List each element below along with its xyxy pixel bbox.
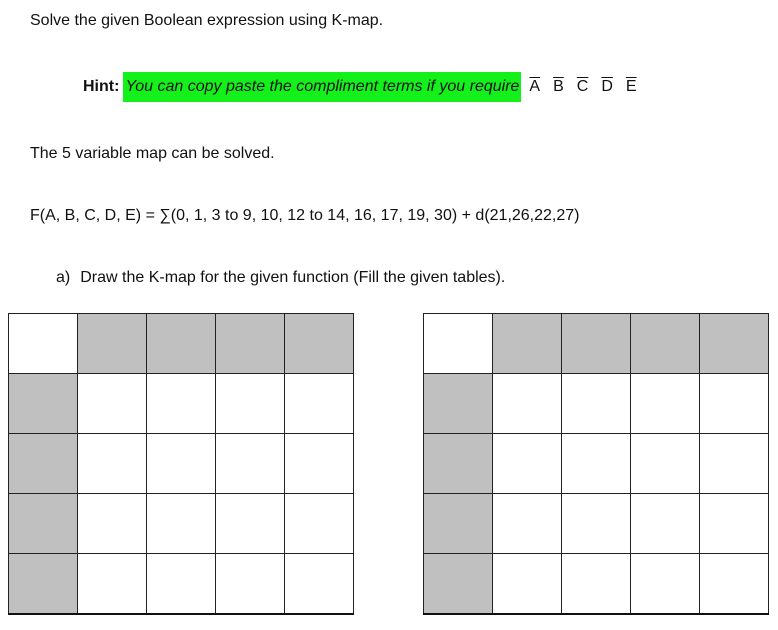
kmap-corner-cell[interactable] bbox=[9, 314, 78, 374]
kmap-row-header[interactable] bbox=[9, 494, 78, 554]
kmap-cell[interactable] bbox=[285, 374, 354, 434]
kmap-cell[interactable] bbox=[216, 374, 285, 434]
kmap-row-header[interactable] bbox=[9, 434, 78, 494]
map-note: The 5 variable map can be solved. bbox=[30, 145, 275, 162]
kmap-row-header[interactable] bbox=[424, 434, 493, 494]
kmap-cell[interactable] bbox=[562, 494, 631, 554]
complement-a[interactable]: $\overline{A}$ bbox=[529, 78, 541, 95]
kmap-column-header[interactable] bbox=[78, 314, 147, 374]
question-text: Solve the given Boolean expression using K-map. bbox=[30, 12, 384, 29]
kmap-column-header[interactable] bbox=[216, 314, 285, 374]
kmap-cell[interactable] bbox=[562, 374, 631, 434]
kmap-cell[interactable] bbox=[631, 374, 700, 434]
kmap-row-header[interactable] bbox=[424, 494, 493, 554]
part-a-label: a) bbox=[56, 269, 71, 286]
kmap-cell[interactable] bbox=[631, 494, 700, 554]
kmap-corner-cell[interactable] bbox=[424, 314, 493, 374]
kmap-column-header[interactable] bbox=[285, 314, 354, 374]
kmap-cell[interactable] bbox=[285, 554, 354, 615]
kmap-cell[interactable] bbox=[147, 374, 216, 434]
kmap-cell[interactable] bbox=[493, 434, 562, 494]
hint-text: You can copy paste the compliment terms if you require bbox=[123, 72, 521, 102]
kmap-table-right bbox=[423, 313, 769, 615]
kmap-column-header[interactable] bbox=[147, 314, 216, 374]
complement-terms bbox=[529, 77, 649, 97]
kmap-cell[interactable] bbox=[147, 494, 216, 554]
kmap-cell[interactable] bbox=[562, 434, 631, 494]
kmap-cell[interactable] bbox=[700, 494, 769, 554]
kmap-cell[interactable] bbox=[78, 434, 147, 494]
complement-e[interactable]: $\overline{E}$ bbox=[625, 78, 637, 95]
kmap-cell[interactable] bbox=[493, 374, 562, 434]
kmap-cell[interactable] bbox=[216, 434, 285, 494]
kmap-cell[interactable] bbox=[700, 374, 769, 434]
kmap-cell[interactable] bbox=[78, 494, 147, 554]
kmap-cell[interactable] bbox=[216, 554, 285, 615]
kmap-column-header[interactable] bbox=[631, 314, 700, 374]
kmap-cell[interactable] bbox=[700, 434, 769, 494]
kmap-row-header[interactable] bbox=[9, 554, 78, 615]
kmap-cell[interactable] bbox=[562, 554, 631, 615]
kmap-cell[interactable] bbox=[147, 554, 216, 615]
kmap-cell[interactable] bbox=[631, 554, 700, 615]
kmap-cell[interactable] bbox=[700, 554, 769, 615]
hint-label: Hint: bbox=[83, 78, 120, 95]
kmap-cell[interactable] bbox=[147, 434, 216, 494]
part-a-text: Draw the K-map for the given function (Fill the given tables). bbox=[80, 269, 506, 286]
kmap-cell[interactable] bbox=[78, 554, 147, 615]
hint-row bbox=[83, 71, 650, 103]
kmap-row-header[interactable] bbox=[424, 374, 493, 434]
kmap-column-header[interactable] bbox=[562, 314, 631, 374]
kmap-cell[interactable] bbox=[216, 494, 285, 554]
complement-d[interactable]: $\overline{D}$ bbox=[601, 78, 613, 95]
kmap-row-header[interactable] bbox=[424, 554, 493, 615]
kmap-table-left bbox=[8, 313, 354, 615]
kmap-row-header[interactable] bbox=[9, 374, 78, 434]
kmap-cell[interactable] bbox=[285, 434, 354, 494]
part-a-instruction bbox=[56, 268, 505, 288]
kmap-cell[interactable] bbox=[493, 554, 562, 615]
kmap-column-header[interactable] bbox=[700, 314, 769, 374]
kmap-cell[interactable] bbox=[493, 494, 562, 554]
complement-c[interactable]: $\overline{C}$ bbox=[576, 78, 589, 95]
complement-b[interactable]: $\overline{B}$ bbox=[553, 78, 564, 95]
function-expression: F(A, B, C, D, E) = ∑(0, 1, 3 to 9, 10, 12 to 14, 16, 17, 19, 30) + d(21,26,22,27) bbox=[30, 207, 580, 224]
kmap-cell[interactable] bbox=[78, 374, 147, 434]
kmap-column-header[interactable] bbox=[493, 314, 562, 374]
kmap-cell[interactable] bbox=[285, 494, 354, 554]
kmap-cell[interactable] bbox=[631, 434, 700, 494]
